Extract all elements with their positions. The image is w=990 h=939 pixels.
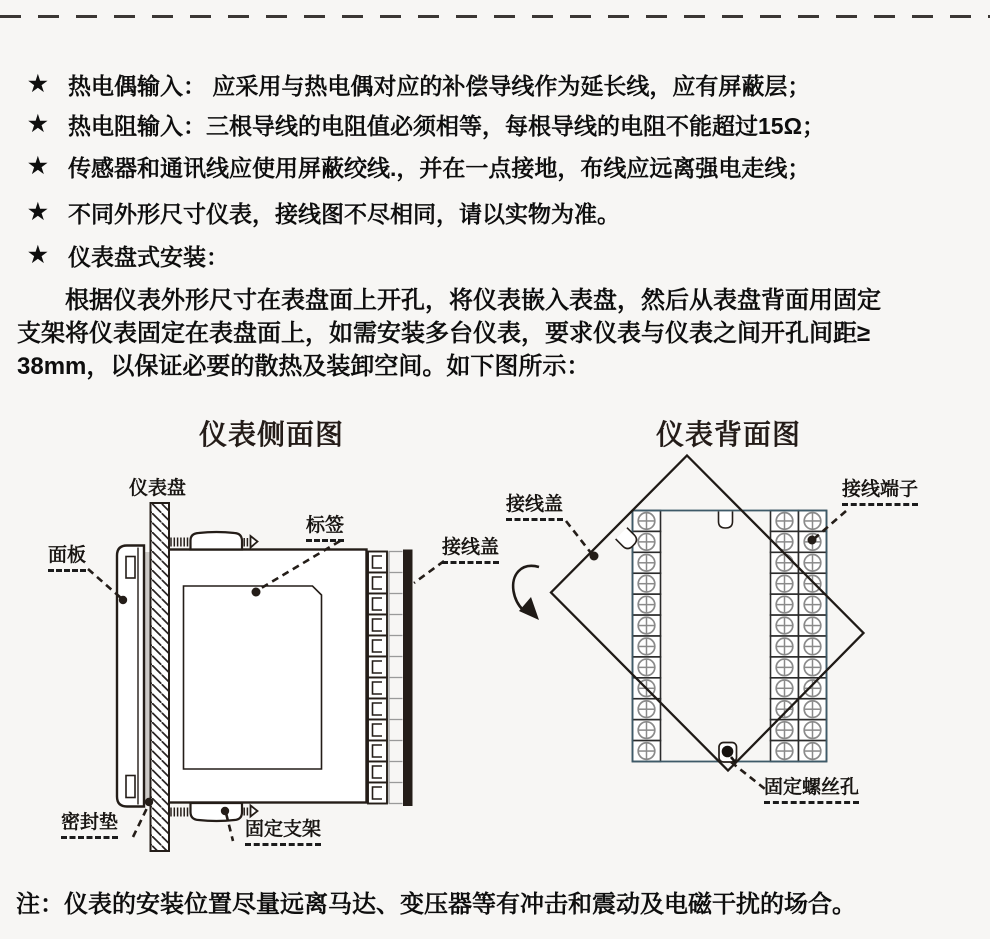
terminal-strip xyxy=(368,552,387,804)
bullet-text: 仪表盘式安装： xyxy=(68,243,229,270)
bezel-clip xyxy=(126,557,135,579)
screw-head xyxy=(251,536,258,548)
star-icon: ★ xyxy=(28,111,48,136)
front-bezel xyxy=(117,546,144,807)
tag-area xyxy=(184,586,322,769)
star-icon: ★ xyxy=(28,199,48,224)
back-view-diagram xyxy=(513,456,863,790)
callout-panel-board: 仪表盘 xyxy=(129,478,187,499)
bullet-text: 热电阻输入：三根导线的电阻值必须相等，每根导线的电阻不能超过15Ω； xyxy=(68,112,826,139)
bullet-text: 热电偶输入： 应采用与热电偶对应的补偿导线作为延长线，应有屏蔽层； xyxy=(68,72,811,99)
top-notch xyxy=(719,512,733,529)
callout-wiring-cover-side: 接线盖 xyxy=(442,538,499,564)
callout-wiring-cover-back: 接线盖 xyxy=(506,495,563,521)
bottom-note: 注：仪表的安装位置尽量远离马达、变压器等有冲击和震动及电磁干扰的场合。 xyxy=(16,891,856,918)
terminal-strip-back xyxy=(389,552,403,804)
callout-gasket: 密封垫 xyxy=(61,813,118,839)
terminal-block xyxy=(633,511,827,762)
side-view-title: 仪表侧面图 xyxy=(199,418,345,451)
rotate-arrow-icon xyxy=(513,566,539,620)
side-view-diagram xyxy=(88,503,444,851)
callout-tag: 标签 xyxy=(306,516,344,542)
top-bracket xyxy=(171,532,258,550)
callout-screw-hole: 固定螺丝孔 xyxy=(764,778,859,804)
paragraph-line: 38mm，以保证必要的散热及装卸空间。如下图所示： xyxy=(17,353,591,380)
star-icon: ★ xyxy=(28,153,48,178)
paragraph-line: 支架将仪表固定在表盘面上，如需安装多台仪表，要求仪表与仪表之间开孔间距≥ xyxy=(17,320,871,347)
star-icon: ★ xyxy=(28,242,48,267)
bullet-text: 不同外形尺寸仪表，接线图不尽相同，请以实物为准。 xyxy=(68,200,620,227)
back-view-title: 仪表背面图 xyxy=(656,418,802,451)
callout-bracket: 固定支架 xyxy=(245,820,321,846)
star-icon: ★ xyxy=(28,71,48,96)
screw-head xyxy=(251,806,258,817)
fixing-screw xyxy=(719,743,737,763)
wiring-cover-bar xyxy=(403,550,413,807)
paragraph-line: 根据仪表外形尺寸在表盘面上开孔，将仪表嵌入表盘，然后从表盘背面用固定 xyxy=(65,287,881,314)
bezel-clip xyxy=(126,776,135,798)
bullet-text: 传感器和通讯线应使用屏蔽绞线.，并在一点接地，布线应远离强电走线； xyxy=(68,154,811,181)
callout-front-panel: 面板 xyxy=(48,546,86,572)
callout-terminals: 接线端子 xyxy=(842,480,918,506)
